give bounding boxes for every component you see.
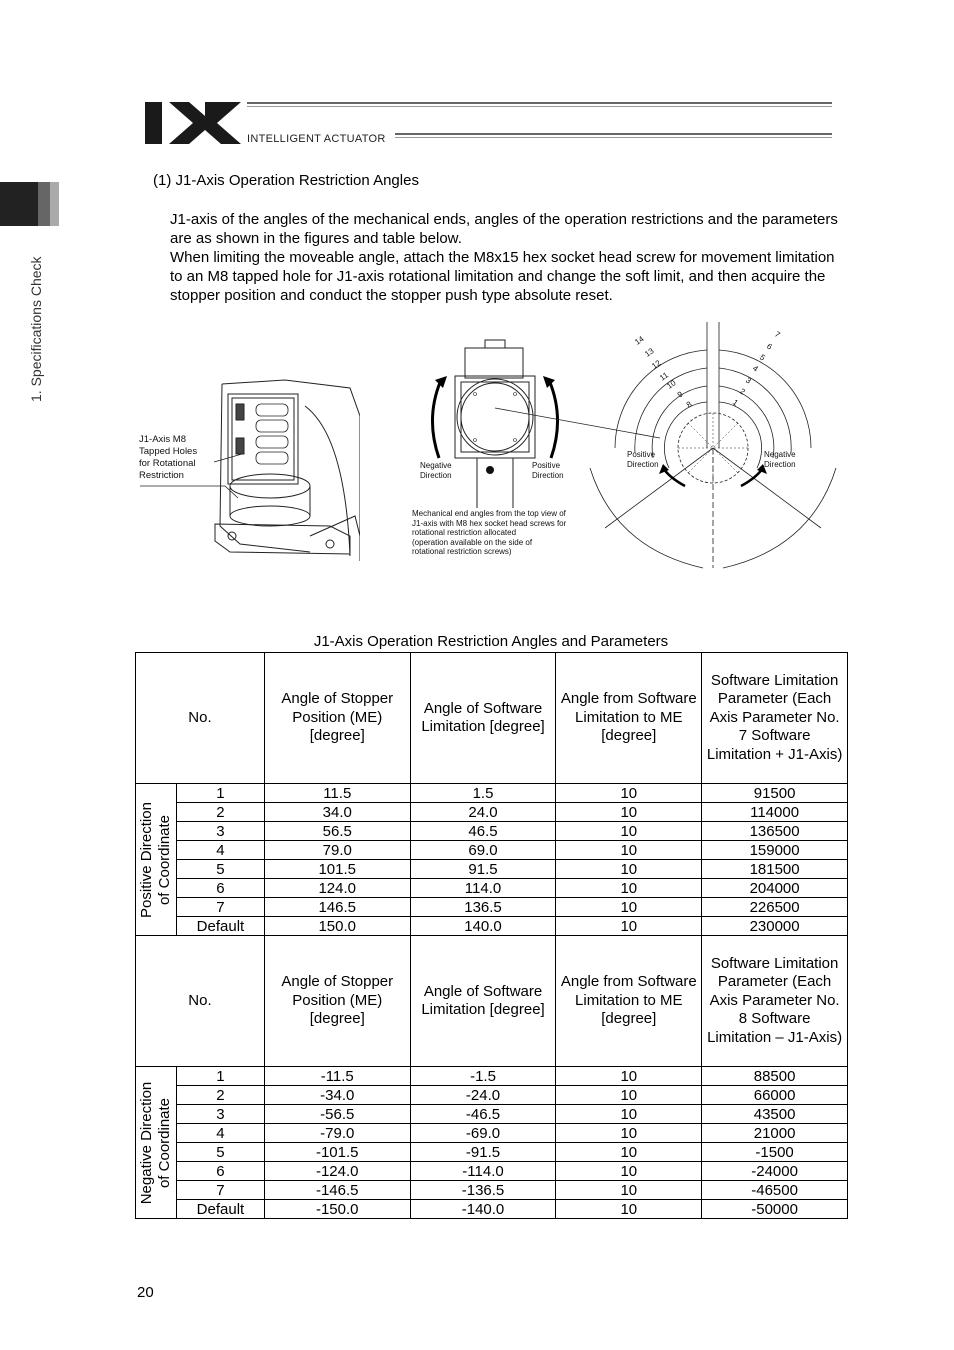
table-cell: 46.5: [410, 822, 556, 841]
table-cell: -69.0: [410, 1124, 556, 1143]
table-cell: 10: [556, 1105, 702, 1124]
table-cell: 10: [556, 1181, 702, 1200]
table-cell: 5: [177, 860, 265, 879]
table-cell: 4: [177, 841, 265, 860]
table-cell: 1: [177, 1067, 265, 1086]
table-cell: 4: [177, 1124, 265, 1143]
paragraph: When limiting the moveable angle, attach the M8x15 hex socket head screw for movement limitation to an M8 tapped hole for J1-axis rotational limitation and change the soft limit, and then acquire the stopper position and conduct the stopper push type absolute reset.: [170, 249, 835, 304]
table-row: [136, 1124, 848, 1143]
table-cell: 69.0: [410, 841, 556, 860]
top-view-positive-label: Positive Direction: [532, 461, 564, 480]
table-cell: 114000: [702, 803, 848, 822]
column-header: Software Limitation Parameter (Each Axis Parameter No. 7 Software Limitation + J1-Axis): [702, 653, 848, 784]
table-cell: 10: [556, 1162, 702, 1181]
figure: [130, 318, 850, 578]
table-cell: 10: [556, 1124, 702, 1143]
table-cell: 34.0: [264, 803, 410, 822]
table-cell: -91.5: [410, 1143, 556, 1162]
table-row: [136, 1200, 848, 1219]
column-header: Angle of Software Limitation [degree]: [410, 936, 556, 1067]
table-row: [136, 917, 848, 936]
table-row: [136, 784, 848, 803]
dial-number-10: 10: [665, 378, 678, 391]
chapter-tab-marker: [0, 182, 38, 226]
table-row: [136, 1181, 848, 1200]
table-cell: Default: [177, 1200, 265, 1219]
table-cell: 181500: [702, 860, 848, 879]
section-body: [170, 210, 850, 305]
table-cell: -24.0: [410, 1086, 556, 1105]
table-cell: -46500: [702, 1181, 848, 1200]
table-cell: 146.5: [264, 898, 410, 917]
table-header-row: [136, 653, 848, 784]
table-cell: 140.0: [410, 917, 556, 936]
table-cell: 2: [177, 803, 265, 822]
table-cell: 10: [556, 879, 702, 898]
table-row: [136, 822, 848, 841]
dial-number-5: 5: [757, 352, 767, 363]
logo-subtitle: INTELLIGENT ACTUATOR: [247, 133, 386, 145]
table-cell: 1: [177, 784, 265, 803]
table-cell: 6: [177, 879, 265, 898]
page-number: 20: [137, 1284, 154, 1301]
header-rule: [395, 133, 832, 135]
column-header: Angle from Software Limitation to ME [degree]: [556, 653, 702, 784]
table-cell: 10: [556, 1200, 702, 1219]
table-cell: 43500: [702, 1105, 848, 1124]
table-cell: 114.0: [410, 879, 556, 898]
table-row: [136, 1086, 848, 1105]
column-header: Angle of Stopper Position (ME) [degree]: [264, 653, 410, 784]
chapter-tab-marker: [50, 182, 59, 226]
table-cell: 10: [556, 860, 702, 879]
table-row: [136, 1067, 848, 1086]
table-title: J1-Axis Operation Restriction Angles and Parameters: [313, 633, 669, 650]
table-cell: -46.5: [410, 1105, 556, 1124]
table-cell: -24000: [702, 1162, 848, 1181]
table-row: [136, 841, 848, 860]
table-header-row: [136, 936, 848, 1067]
table-cell: 10: [556, 822, 702, 841]
table-cell: 66000: [702, 1086, 848, 1105]
top-view-negative-label: Negative Direction: [420, 461, 452, 480]
table-cell: 3: [177, 822, 265, 841]
header-rule: [395, 137, 832, 138]
table-cell: -56.5: [264, 1105, 410, 1124]
table-cell: 204000: [702, 879, 848, 898]
dial-number-3: 3: [743, 375, 753, 386]
column-header: No.: [136, 653, 265, 784]
table-cell: Default: [177, 917, 265, 936]
ix-logo: [145, 100, 245, 146]
table-cell: 6: [177, 1162, 265, 1181]
dial-number-6: 6: [764, 341, 774, 352]
table-cell: 226500: [702, 898, 848, 917]
table-cell: 1.5: [410, 784, 556, 803]
table-row: [136, 1143, 848, 1162]
table-cell: 10: [556, 803, 702, 822]
table-cell: 124.0: [264, 879, 410, 898]
table-cell: 5: [177, 1143, 265, 1162]
dial-negative-label: Negative Direction: [764, 450, 796, 469]
column-header: Software Limitation Parameter (Each Axis Parameter No. 8 Software Limitation – J1-Axis): [702, 936, 848, 1067]
table-cell: -34.0: [264, 1086, 410, 1105]
table-row: [136, 1105, 848, 1124]
dial-number-11: 11: [658, 370, 670, 383]
table-cell: 159000: [702, 841, 848, 860]
table-row: [136, 860, 848, 879]
table-cell: 7: [177, 898, 265, 917]
table-cell: 10: [556, 1143, 702, 1162]
table-cell: 136.5: [410, 898, 556, 917]
table-cell: -1500: [702, 1143, 848, 1162]
column-header: Angle from Software Limitation to ME [degree]: [556, 936, 702, 1067]
table-row: [136, 898, 848, 917]
dial-number-7: 7: [772, 329, 782, 340]
table-row: [136, 879, 848, 898]
angle-dial-diagram: [585, 318, 845, 573]
table-cell: -11.5: [264, 1067, 410, 1086]
table-cell: -146.5: [264, 1181, 410, 1200]
table-cell: 24.0: [410, 803, 556, 822]
dial-positive-label: Positive Direction: [627, 450, 659, 469]
table-cell: 2: [177, 1086, 265, 1105]
table-cell: 10: [556, 1067, 702, 1086]
table-cell: 150.0: [264, 917, 410, 936]
table-cell: -136.5: [410, 1181, 556, 1200]
table-cell: 10: [556, 917, 702, 936]
dial-number-2: 2: [737, 386, 747, 397]
table-cell: 88500: [702, 1067, 848, 1086]
table-cell: -50000: [702, 1200, 848, 1219]
dial-number-12: 12: [650, 358, 663, 371]
table-cell: -150.0: [264, 1200, 410, 1219]
table-cell: 10: [556, 898, 702, 917]
table-cell: 101.5: [264, 860, 410, 879]
row-group-label: Negative Direction of Coordinate: [136, 1067, 177, 1219]
dial-number-9: 9: [675, 389, 685, 400]
header-rule: [247, 102, 832, 104]
row-group-label: Positive Direction of Coordinate: [136, 784, 177, 936]
column-header: Angle of Software Limitation [degree]: [410, 653, 556, 784]
dial-number-8: 8: [684, 399, 694, 410]
section-title: (1) J1-Axis Operation Restriction Angles: [153, 172, 419, 189]
table-cell: 11.5: [264, 784, 410, 803]
table-cell: -79.0: [264, 1124, 410, 1143]
restriction-angle-table: [135, 652, 848, 1219]
header-rule: [247, 106, 832, 107]
table-cell: -124.0: [264, 1162, 410, 1181]
table-cell: -101.5: [264, 1143, 410, 1162]
table-cell: 7: [177, 1181, 265, 1200]
table-cell: 91.5: [410, 860, 556, 879]
chapter-tab-label: 1. Specifications Check: [28, 256, 44, 402]
chapter-tab-marker: [38, 182, 50, 226]
column-header: No.: [136, 936, 265, 1067]
table-cell: 136500: [702, 822, 848, 841]
table-row: [136, 803, 848, 822]
table-cell: 21000: [702, 1124, 848, 1143]
table-row: [136, 1162, 848, 1181]
paragraph: J1-axis of the angles of the mechanical ends, angles of the operation restrictions and the parameters are as shown in the figures and table below.: [170, 211, 838, 247]
table-cell: -114.0: [410, 1162, 556, 1181]
table-cell: 230000: [702, 917, 848, 936]
dial-number-14: 14: [633, 334, 646, 347]
table-cell: 10: [556, 841, 702, 860]
table-cell: -140.0: [410, 1200, 556, 1219]
dial-number-4: 4: [750, 363, 760, 374]
table-cell: 10: [556, 784, 702, 803]
table-cell: 91500: [702, 784, 848, 803]
dial-number-13: 13: [643, 346, 656, 359]
table-cell: 79.0: [264, 841, 410, 860]
table-cell: 56.5: [264, 822, 410, 841]
table-cell: -1.5: [410, 1067, 556, 1086]
figure-caption: Mechanical end angles from the top view of J1-axis with M8 hex socket head screws for rotational restriction allocated (operation available on the side of rotational restriction screws): [412, 509, 567, 556]
dial-number-1: 1: [730, 397, 740, 408]
column-header: Angle of Stopper Position (ME) [degree]: [264, 936, 410, 1067]
table-cell: 3: [177, 1105, 265, 1124]
table-cell: 10: [556, 1086, 702, 1105]
tapped-holes-label: J1-Axis M8 Tapped Holes for Rotational Restriction: [139, 434, 198, 481]
